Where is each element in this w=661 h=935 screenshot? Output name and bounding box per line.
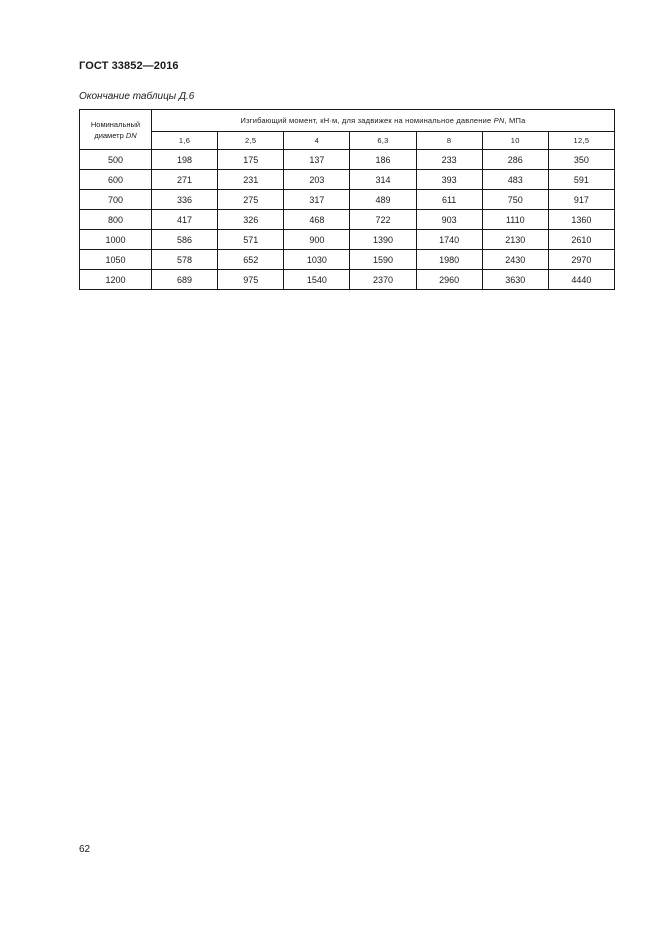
dn-cell: 1050 bbox=[80, 250, 152, 270]
value-cell: 2610 bbox=[548, 230, 614, 250]
value-cell: 489 bbox=[350, 190, 416, 210]
value-cell: 1590 bbox=[350, 250, 416, 270]
dn-cell: 600 bbox=[80, 170, 152, 190]
value-cell: 689 bbox=[152, 270, 218, 290]
dn-cell: 1000 bbox=[80, 230, 152, 250]
dn-cell: 700 bbox=[80, 190, 152, 210]
value-cell: 903 bbox=[416, 210, 482, 230]
value-cell: 750 bbox=[482, 190, 548, 210]
value-cell: 231 bbox=[218, 170, 284, 190]
value-cell: 275 bbox=[218, 190, 284, 210]
bending-moment-table bbox=[79, 109, 615, 290]
table-row bbox=[80, 170, 615, 190]
value-cell: 1110 bbox=[482, 210, 548, 230]
value-cell: 1390 bbox=[350, 230, 416, 250]
value-cell: 591 bbox=[548, 170, 614, 190]
bending-moment-header bbox=[152, 110, 615, 132]
value-cell: 2960 bbox=[416, 270, 482, 290]
value-cell: 1540 bbox=[284, 270, 350, 290]
stub-header-line2-prefix: диаметр bbox=[94, 130, 126, 140]
pressure-column-header: 10 bbox=[482, 132, 548, 150]
pressure-column-header: 4 bbox=[284, 132, 350, 150]
pressure-column-header: 1,6 bbox=[152, 132, 218, 150]
value-cell: 271 bbox=[152, 170, 218, 190]
table-row bbox=[80, 190, 615, 210]
stub-header-line1: Номинальный bbox=[90, 119, 141, 129]
dn-cell: 800 bbox=[80, 210, 152, 230]
value-cell: 2370 bbox=[350, 270, 416, 290]
value-cell: 1030 bbox=[284, 250, 350, 270]
spanning-header-prefix: Изгибающий момент, кН·м, для задвижек на номинальное давление bbox=[240, 116, 494, 125]
value-cell: 917 bbox=[548, 190, 614, 210]
table-caption: Окончание таблицы Д.6 bbox=[79, 91, 195, 102]
value-cell: 483 bbox=[482, 170, 548, 190]
table-row bbox=[80, 230, 615, 250]
value-cell: 317 bbox=[284, 190, 350, 210]
dn-cell: 500 bbox=[80, 150, 152, 170]
value-cell: 611 bbox=[416, 190, 482, 210]
value-cell: 2130 bbox=[482, 230, 548, 250]
value-cell: 975 bbox=[218, 270, 284, 290]
value-cell: 652 bbox=[218, 250, 284, 270]
value-cell: 900 bbox=[284, 230, 350, 250]
value-cell: 1360 bbox=[548, 210, 614, 230]
value-cell: 350 bbox=[548, 150, 614, 170]
value-cell: 286 bbox=[482, 150, 548, 170]
value-cell: 203 bbox=[284, 170, 350, 190]
spanning-header-suffix: , МПа bbox=[504, 116, 526, 125]
value-cell: 1740 bbox=[416, 230, 482, 250]
page-number: 62 bbox=[79, 844, 91, 855]
nominal-diameter-header bbox=[80, 110, 152, 150]
pressure-column-header: 2,5 bbox=[218, 132, 284, 150]
table-row bbox=[80, 150, 615, 170]
document-header: ГОСТ 33852—2016 bbox=[79, 60, 179, 72]
pressure-column-header: 6,3 bbox=[350, 132, 416, 150]
value-cell: 578 bbox=[152, 250, 218, 270]
value-cell: 3630 bbox=[482, 270, 548, 290]
table-row bbox=[80, 210, 615, 230]
value-cell: 586 bbox=[152, 230, 218, 250]
value-cell: 186 bbox=[350, 150, 416, 170]
pressure-column-header: 12,5 bbox=[548, 132, 614, 150]
value-cell: 4440 bbox=[548, 270, 614, 290]
table-row bbox=[80, 270, 615, 290]
value-cell: 571 bbox=[218, 230, 284, 250]
spanning-header-pn: PN bbox=[493, 116, 505, 125]
value-cell: 137 bbox=[284, 150, 350, 170]
value-cell: 233 bbox=[416, 150, 482, 170]
dn-cell: 1200 bbox=[80, 270, 152, 290]
value-cell: 314 bbox=[350, 170, 416, 190]
table-row bbox=[80, 250, 615, 270]
pressure-column-header: 8 bbox=[416, 132, 482, 150]
stub-header-dn: DN bbox=[125, 130, 137, 140]
value-cell: 417 bbox=[152, 210, 218, 230]
value-cell: 393 bbox=[416, 170, 482, 190]
value-cell: 1980 bbox=[416, 250, 482, 270]
value-cell: 2430 bbox=[482, 250, 548, 270]
value-cell: 326 bbox=[218, 210, 284, 230]
value-cell: 198 bbox=[152, 150, 218, 170]
value-cell: 468 bbox=[284, 210, 350, 230]
value-cell: 336 bbox=[152, 190, 218, 210]
value-cell: 175 bbox=[218, 150, 284, 170]
value-cell: 722 bbox=[350, 210, 416, 230]
value-cell: 2970 bbox=[548, 250, 614, 270]
